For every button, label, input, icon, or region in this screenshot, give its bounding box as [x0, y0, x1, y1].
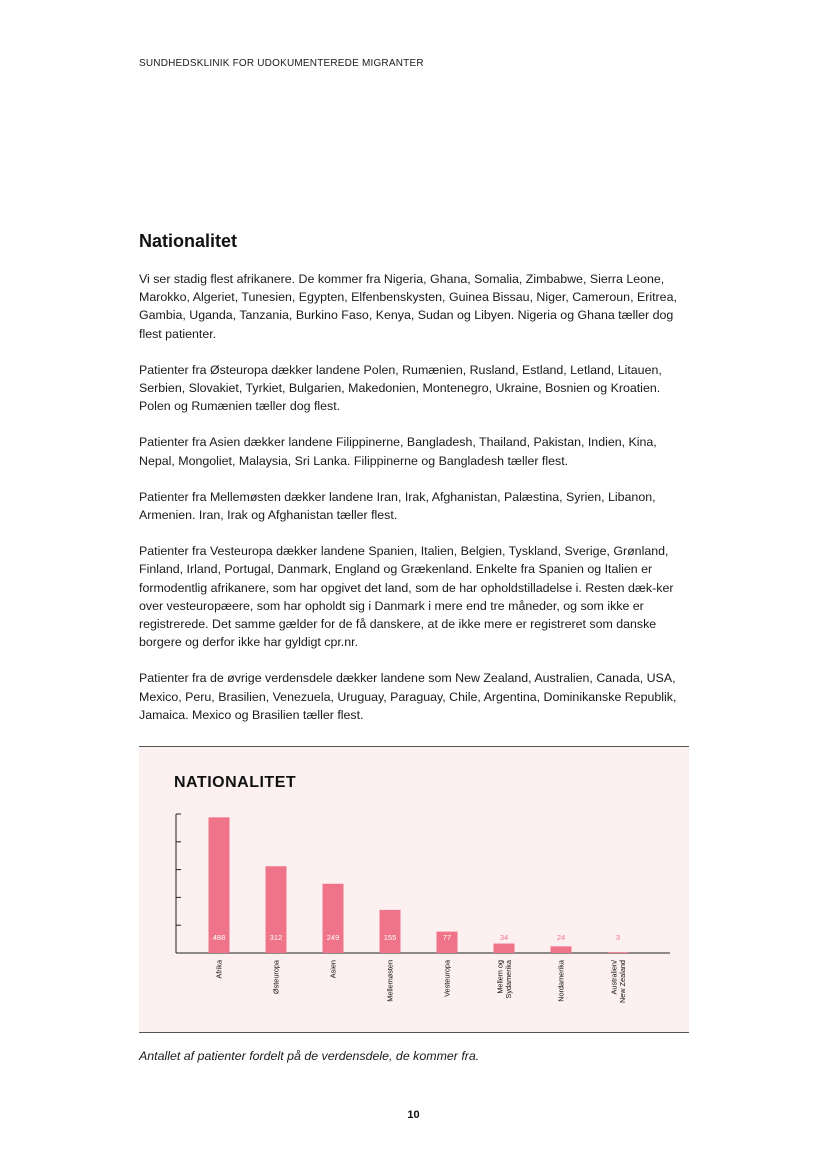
bar-7	[608, 952, 629, 953]
page-number: 10	[407, 1109, 420, 1121]
section-title: Nationalitet	[139, 231, 238, 251]
category-label-line: Australien/	[609, 960, 619, 995]
data-label-0: 488	[212, 933, 226, 942]
chart-box	[139, 746, 689, 1033]
paragraph-oevrige: Patienter fra de øvrige verdensdele dækker landene som New Zealand, Australien, Canada, USA, Mexico, Peru, Brasilien, Venezuela, Uruguay, Paraguay, Chile, Argentina, Dominikanske Republik, Jamaica. Mexico og Brasilien tæller flest.	[139, 671, 677, 722]
bar-chart	[139, 747, 689, 1032]
category-label-line: Vesteuropa	[442, 960, 452, 997]
running-header: SUNDHEDSKLINIK FOR UDOKUMENTEREDE MIGRANTER	[139, 58, 424, 69]
data-label-7: 3	[615, 933, 621, 942]
category-label-line: Nordamerika	[556, 960, 566, 1002]
paragraph-asien: Patienter fra Asien dækker landene Filippinerne, Bangladesh, Thailand, Pakistan, Indien, Kina, Nepal, Mongoliet, Malaysia, Sri Lanka. Filippinerne og Bangladesh tæller flest.	[139, 435, 657, 468]
category-label-line: Afrika	[214, 960, 224, 979]
body-text	[139, 270, 691, 742]
category-label-2	[329, 960, 338, 978]
category-label-5	[495, 959, 512, 998]
category-label-line: Asien	[328, 960, 338, 979]
category-label-7	[609, 959, 626, 1003]
data-label-4: 77	[442, 933, 452, 942]
category-label-line: Mellemøsten	[385, 960, 395, 1002]
data-label-3: 155	[383, 933, 397, 942]
bar-6	[551, 946, 572, 953]
category-label-4	[443, 959, 452, 997]
category-label-line: Mellem og	[495, 960, 505, 994]
data-label-1: 312	[269, 933, 283, 942]
data-label-6: 24	[556, 933, 566, 942]
category-label-line: Sydamerika	[503, 960, 513, 999]
chart-title: NATIONALITET	[174, 774, 297, 791]
paragraph-afrika: Vi ser stadig flest afrikanere. De kommer fra Nigeria, Ghana, Somalia, Zimbabwe, Sierra Leone, Marokko, Algeriet, Tunesien, Egypten, Elfenbenskysten, Guinea Bissau, Niger, Cameroun, Eritrea, Gambia, Uganda, Tanzania, Burkino Faso, Kenya, Sudan og Libyen. Nigeria og Ghana tæller dog flest patienter.	[139, 272, 677, 341]
bar-2	[323, 884, 344, 953]
category-label-line: New Zealand	[617, 960, 627, 1003]
bar-5	[494, 944, 515, 953]
data-label-2: 249	[326, 933, 340, 942]
category-label-3	[386, 960, 395, 1002]
category-label-0	[215, 959, 224, 979]
bar-3	[380, 910, 401, 953]
category-label-6	[557, 959, 566, 1002]
paragraph-oesteuropa: Patienter fra Østeuropa dækker landene Polen, Rumænien, Rusland, Estland, Letland, Litauen, Serbien, Slovakiet, Tyrkiet, Bulgarien, Makedonien, Montenegro, Ukraine, Bosnien og Kroatien. Polen og Rumænien tæller dog flest.	[139, 362, 662, 414]
paragraph-mellemoesten: Patienter fra Mellemøsten dækker landene Iran, Irak, Afghanistan, Palæstina, Syrien, Libanon, Armenien. Iran, Irak og Afghanistan tæller flest.	[139, 489, 656, 523]
paragraph-vesteuropa: Patienter fra Vesteuropa dækker landene Spanien, Italien, Belgien, Tyskland, Sverige, Grønland, Finland, Irland, Portugal, Danmark, England og Grækenland. Enkelte fra Spanien og Italien er formodentlig afrikanere, som har opgivet det land, som de har opholdstilladelse i. Resten dæk-ker over vesteuropæere, som har opholdt sig i Danmark i mere end tre måneder, og som ikke er registrerede. Det samme gælder for de få danskere, at de ikke mere er registreret som danske borgere og derfor ikke har gyldigt cpr.nr.	[139, 544, 674, 650]
data-label-5: 34	[499, 933, 509, 942]
chart-caption: Antallet af patienter fordelt på de verdensdele, de kommer fra.	[139, 1049, 480, 1063]
category-label-1	[272, 959, 281, 994]
category-label-line: Østeuropa	[271, 960, 281, 995]
